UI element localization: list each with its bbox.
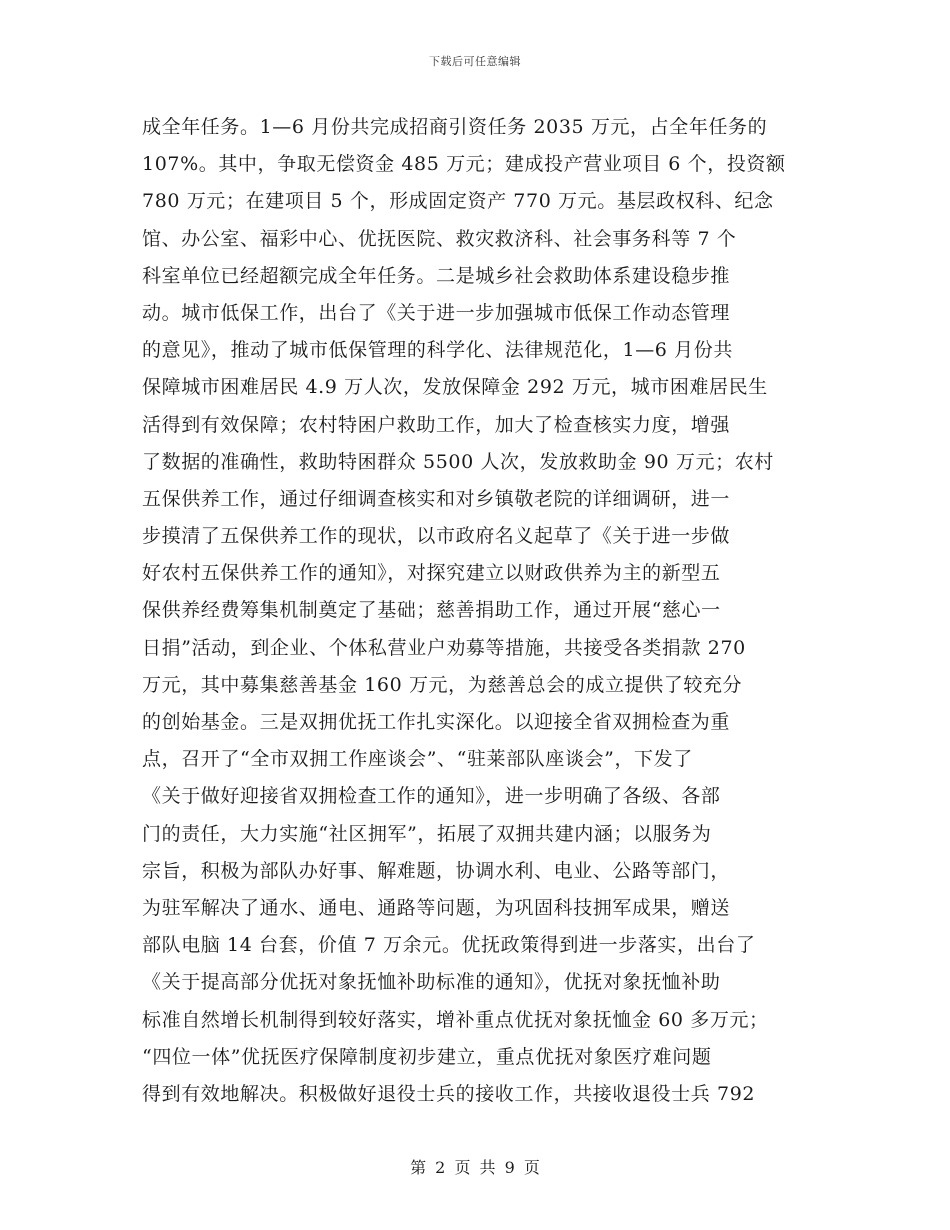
text-line: 步摸清了五保供养工作的现状，以市政府名义起草了《关于进一步做 xyxy=(142,525,731,548)
text-line: 成全年任务。1—6 月份共完成招商引资任务 2035 万元，占全年任务的 xyxy=(142,116,768,138)
text-line: 《关于做好迎接省双拥检查工作的通知》，进一步明确了各级、各部 xyxy=(142,785,721,808)
text-line: 《关于提高部分优抚对象抚恤补助标准的通知》，优抚对象抚恤补助 xyxy=(142,971,721,994)
text-line: 了数据的准确性，救助特困群众 5500 人次，发放救助金 90 万元；农村 xyxy=(142,450,774,473)
text-line: 的意见》，推动了城市低保管理的科学化、法律规范化，1—6 月份共 xyxy=(142,339,733,362)
page-number-footer: 第 2 页 共 9 页 xyxy=(410,1158,540,1177)
text-line: 标准自然增长机制得到较好落实，增补重点优抚对象抚恤金 60 多万元； xyxy=(142,1008,769,1031)
text-line: 动。城市低保工作，出台了《关于进一步加强城市低保工作动态管理 xyxy=(142,301,731,324)
text-line: 宗旨，积极为部队办好事、解难题，协调水利、电业、公路等部门， xyxy=(142,859,731,882)
text-line: 保供养经费筹集机制奠定了基础；慈善捐助工作，通过开展“慈心一 xyxy=(142,599,721,622)
text-line: 780 万元；在建项目 5 个，形成固定资产 770 万元。基层政权科、纪念 xyxy=(142,190,774,213)
text-line: 门的责任，大力实施“社区拥军”，拓展了双拥共建内涵；以服务为 xyxy=(142,822,712,845)
text-line: 科室单位已经超额完成全年任务。二是城乡社会救助体系建设稳步推 xyxy=(142,264,731,287)
text-line: 为驻军解决了通水、通电、通路等问题，为巩固科技拥军成果，赠送 xyxy=(142,896,731,919)
document-body xyxy=(142,109,822,1113)
page-header: 下载后可任意编辑 xyxy=(429,55,521,68)
text-line: 馆、办公室、福彩中心、优抚医院、救灾救济科、社会事务科等 7 个 xyxy=(142,227,737,250)
text-line: 107%。其中，争取无偿资金 485 万元；建成投产营业项目 6 个，投资额 xyxy=(142,153,786,176)
text-line: 得到有效地解决。积极做好退役士兵的接收工作，共接收退役士兵 792 xyxy=(142,1082,756,1105)
text-line: 活得到有效保障；农村特困户救助工作，加大了检查核实力度，增强 xyxy=(142,413,731,436)
text-line: 五保供养工作，通过仔细调查核实和对乡镇敬老院的详细调研，进一 xyxy=(142,487,731,510)
text-line: 日捐”活动，到企业、个体私营业户劝募等措施，共接受各类捐款 270 xyxy=(142,636,746,659)
text-line: 保障城市困难居民 4.9 万人次，发放保障金 292 万元，城市困难居民生 xyxy=(142,376,768,399)
text-line: “四位一体”优抚医疗保障制度初步建立，重点优抚对象医疗难问题 xyxy=(142,1045,712,1068)
text-line: 万元，其中募集慈善基金 160 万元，为慈善总会的成立提供了较充分 xyxy=(142,673,743,696)
text-line: 点，召开了“全市双拥工作座谈会”、“驻莱部队座谈会”，下发了 xyxy=(142,748,693,771)
text-line: 好农村五保供养工作的通知》，对探究建立以财政供养为主的新型五 xyxy=(142,562,721,585)
text-line: 的创始基金。三是双拥优抚工作扎实深化。以迎接全省双拥检查为重 xyxy=(142,711,731,733)
text-line: 部队电脑 14 台套，价值 7 万余元。优抚政策得到进一步落实，出台了 xyxy=(142,934,756,957)
